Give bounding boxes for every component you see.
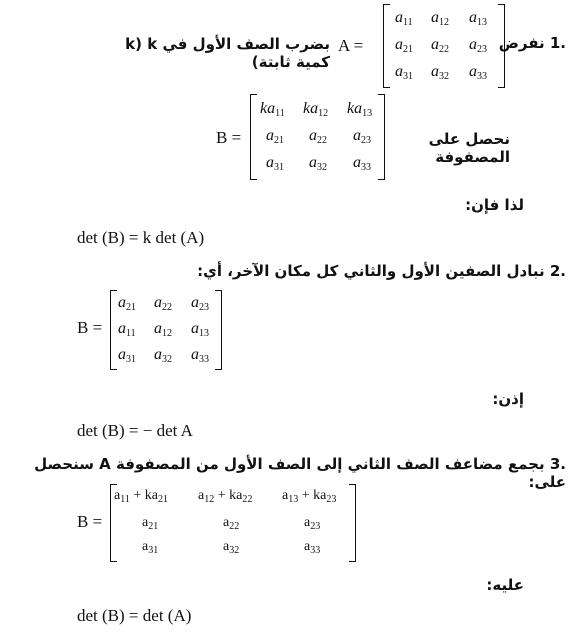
- matrix-A-cell: $a_{21}$: [395, 36, 413, 55]
- matrix-B2-cell: $a_{32}$: [154, 346, 172, 365]
- matrix-A-cell: $a_{23}$: [469, 36, 487, 55]
- matrix-A-cell: $a_{12}$: [431, 9, 449, 28]
- matrix-B3-cell: $a_{33}$: [304, 539, 321, 556]
- item1-result: det (B) = k det (A): [77, 228, 205, 247]
- item2-result: det (B) = − det A: [77, 421, 193, 440]
- matrix-B2-cell: $a_{22}$: [154, 294, 172, 313]
- item2-number: .2: [549, 262, 566, 280]
- item1-matrix-label-B: B =: [216, 128, 242, 147]
- item1-description: بضرب الصف الأول في k (k كمية ثابتة): [125, 35, 330, 71]
- matrix-B3: [110, 484, 356, 562]
- item2-line: [0, 262, 566, 280]
- matrix-B3-cell: $a_{11} + ka_{21}$: [114, 488, 168, 505]
- matrix-A-cell: $a_{11}$: [395, 9, 413, 28]
- matrix-B3-cell: $a_{31}$: [142, 539, 159, 556]
- item3-therefore: عليه:: [486, 576, 524, 594]
- matrix-A-cell: $a_{13}$: [469, 9, 487, 28]
- matrix-B1-cell: $a_{21}$: [266, 127, 284, 146]
- item3-matrix-label: B =: [77, 512, 103, 531]
- matrix-A-cell: $a_{33}$: [469, 63, 487, 82]
- matrix-A-cell: $a_{22}$: [431, 36, 449, 55]
- item2-therefore: إذن:: [492, 390, 524, 408]
- matrix-A-cell: $a_{32}$: [431, 63, 449, 82]
- item2-matrix-label: B =: [77, 318, 103, 337]
- matrix-B2-cell: $a_{12}$: [154, 320, 172, 339]
- matrix-B1-cell: $ka_{11}$: [260, 100, 285, 119]
- matrix-B3-cell: $a_{12} + ka_{22}$: [198, 488, 253, 505]
- matrix-A: [383, 4, 505, 88]
- matrix-B1-cell: $ka_{12}$: [303, 100, 329, 119]
- matrix-B1-cell: $a_{31}$: [266, 154, 284, 173]
- item1-intro: نفرض: [498, 34, 545, 52]
- matrix-B2-cell: $a_{13}$: [191, 320, 209, 339]
- matrix-A-cell: $a_{31}$: [395, 63, 413, 82]
- item1-therefore: لذا فإن:: [465, 196, 524, 214]
- matrix-B2-cell: $a_{33}$: [191, 346, 209, 365]
- matrix-B3-cell: $a_{21}$: [142, 515, 159, 532]
- item1-obtain-text: نحصل على المصفوفة: [428, 130, 510, 166]
- item2-text: نبادل الصفين الأول والثاني كل مكان الآخر، أي:: [197, 262, 545, 280]
- matrix-B2: [110, 290, 222, 370]
- matrix-B2-cell: $a_{23}$: [191, 294, 209, 313]
- matrix-B3-cell: $a_{22}$: [223, 515, 240, 532]
- matrix-B3-cell: $a_{32}$: [223, 539, 240, 556]
- item3-text: بجمع مضاعف الصف الثاني إلى الصف الأول من المصفوفة A سنحصل على:: [34, 455, 566, 491]
- item3-number: .3: [549, 455, 566, 473]
- matrix-B1-cell: $a_{22}$: [309, 127, 327, 146]
- matrix-B1: [250, 94, 385, 180]
- matrix-B1-cell: $a_{23}$: [353, 127, 371, 146]
- item1-matrix-label-A: A =: [338, 36, 364, 55]
- matrix-B1-cell: $a_{32}$: [309, 154, 327, 173]
- matrix-B2-cell: $a_{11}$: [118, 320, 136, 339]
- matrix-B2-cell: $a_{21}$: [118, 294, 136, 313]
- matrix-B1-cell: $ka_{13}$: [347, 100, 373, 119]
- matrix-B2-cell: $a_{31}$: [118, 346, 136, 365]
- matrix-B3-cell: $a_{23}$: [304, 515, 321, 532]
- matrix-B1-cell: $a_{33}$: [353, 154, 371, 173]
- item1-number: .1: [549, 34, 566, 52]
- item3-result: det (B) = det (A): [77, 606, 192, 625]
- matrix-B3-cell: $a_{13} + ka_{23}$: [282, 488, 337, 505]
